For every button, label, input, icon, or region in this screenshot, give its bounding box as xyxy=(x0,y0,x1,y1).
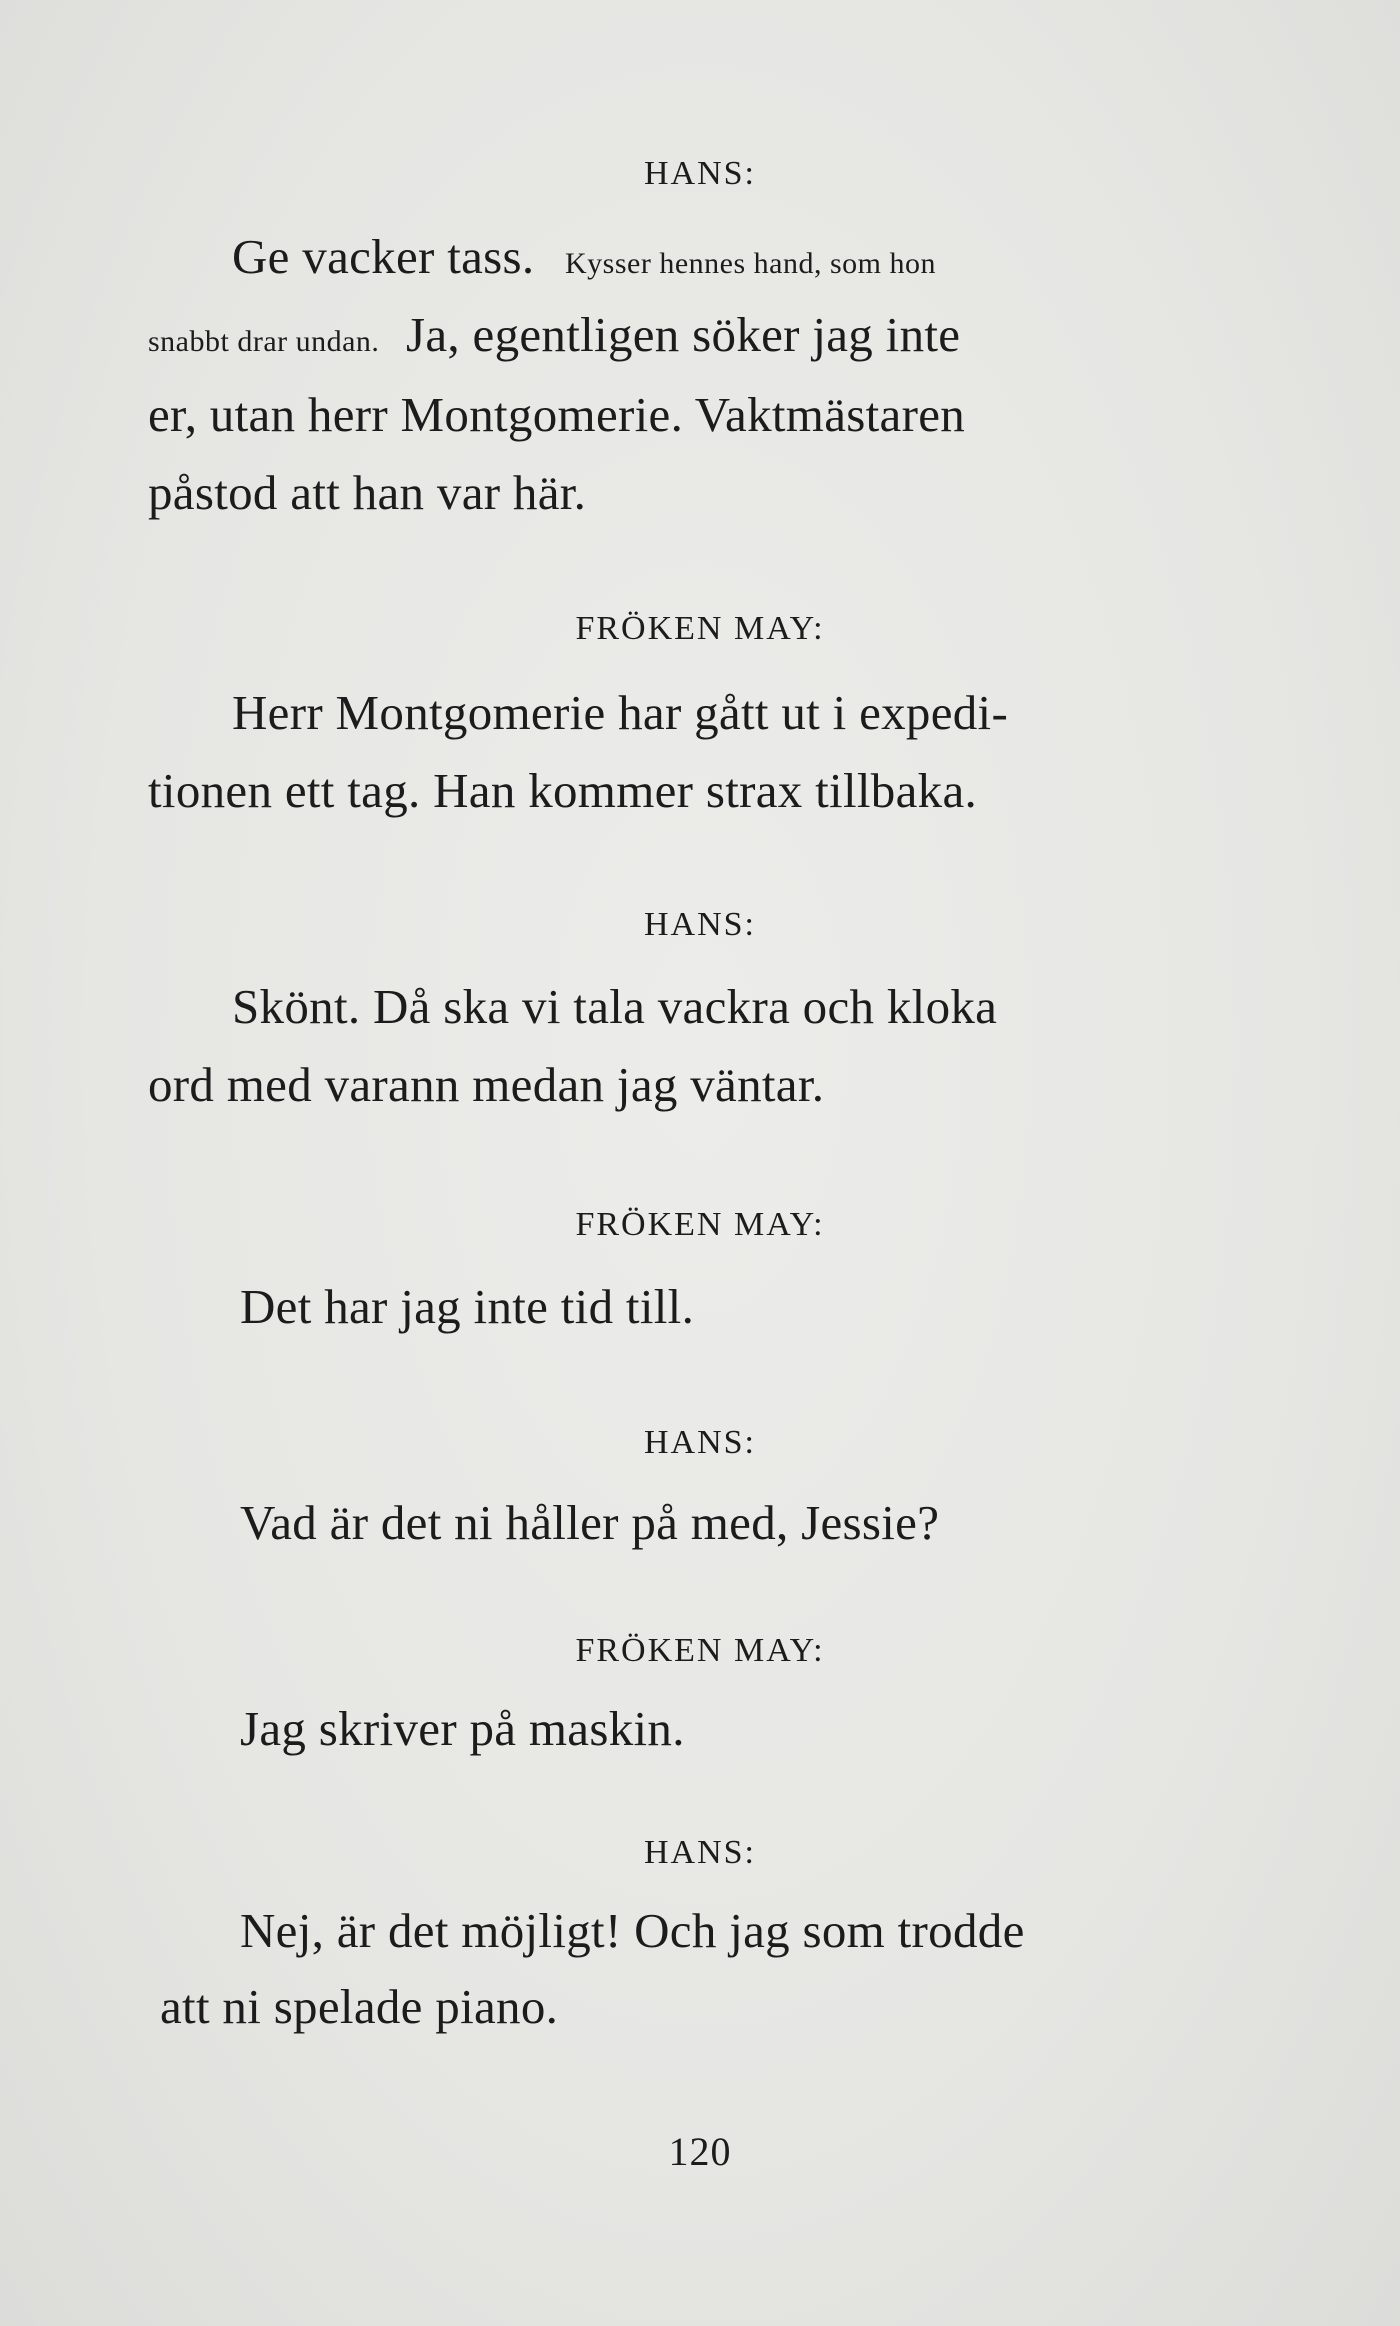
dialogue-line xyxy=(148,306,960,363)
dialogue-line: Nej, är det möjligt! Och jag som trodde xyxy=(240,1903,1025,1958)
speaker-label: HANS: xyxy=(643,1834,757,1871)
speaker-label: HANS: xyxy=(643,155,757,192)
dialogue-line: ord med varann medan jag väntar. xyxy=(148,1057,825,1112)
speaker-label: HANS: xyxy=(643,906,757,943)
dialogue-text: Ge vacker tass. xyxy=(232,229,535,284)
speaker-label: FRÖKEN MAY: xyxy=(575,1206,825,1243)
dialogue-line: Herr Montgomerie har gått ut i expedi- xyxy=(232,685,1009,740)
speaker-label: FRÖKEN MAY: xyxy=(575,610,825,647)
dialogue-line: Jag skriver på maskin. xyxy=(240,1701,685,1756)
dialogue-line: er, utan herr Montgomerie. Vaktmästaren xyxy=(148,387,966,442)
dialogue-text: Ja, egentligen söker jag inte xyxy=(406,307,961,362)
dialogue-line: Vad är det ni håller på med, Jessie? xyxy=(240,1495,940,1550)
speaker-label: FRÖKEN MAY: xyxy=(575,1632,825,1669)
dialogue-line: Skönt. Då ska vi tala vackra och kloka xyxy=(232,979,998,1034)
stage-direction: Kysser hennes hand, som hon xyxy=(565,247,936,280)
dialogue-line: tionen ett tag. Han kommer strax tillbaka. xyxy=(148,763,978,818)
stage-direction: snabbt drar undan. xyxy=(148,325,380,358)
speaker-label: HANS: xyxy=(643,1424,757,1461)
dialogue-line: att ni spelade piano. xyxy=(160,1979,559,2034)
dialogue-line: påstod att han var här. xyxy=(148,465,587,520)
dialogue-line: Det har jag inte tid till. xyxy=(240,1279,695,1334)
page-number: 120 xyxy=(668,2129,732,2174)
dialogue-line xyxy=(232,228,936,285)
